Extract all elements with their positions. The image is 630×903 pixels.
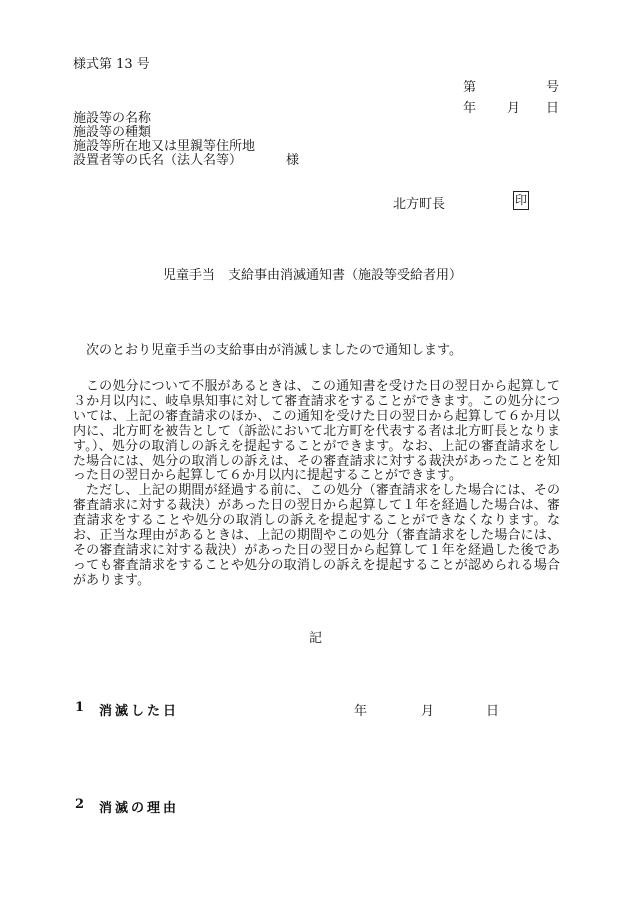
item-1-label: 消滅した日 <box>99 704 180 719</box>
issue-date-month: 月 <box>507 101 521 116</box>
appeal-notice <box>73 380 560 589</box>
lead-sentence: 次のとおり児童手当の支給事由が消滅しましたので通知します。 <box>86 343 462 358</box>
seal-mark: 印 <box>513 191 529 210</box>
issue-date-day: 日 <box>546 101 560 116</box>
addressee-block <box>73 112 299 168</box>
item-2-label: 消滅の理由 <box>99 801 180 816</box>
document-title: 児童手当 支給事由消滅通知書（施設等受給者用） <box>163 268 463 283</box>
item-1-day: 日 <box>486 704 500 719</box>
sender-name: 北方町長 <box>393 197 446 212</box>
item-1-number: 1 <box>75 700 85 715</box>
facility-address-label: 施設等所在地又は里親等住所地 <box>73 139 256 154</box>
operator-name-row <box>73 154 299 168</box>
appeal-notice-paragraph-1: この処分について不服があるときは、この通知書を受けた日の翌日から起算して３か月以内に、岐阜県知事に対して審査請求をすることができます。この処分については、上記の審査請求のほか、この通知を受けた日の翌日から起算して６か月以内に、北方町を被告として（訴訟において北方町を代表する者は北方町長となります。）、処分の取消しの訴えを提起することができます。なお、上記の審査請求をした場合には、処分の取消しの訴えは、その審査請求に対する裁決があったことを知った日の翌日から起算して６か月以内に提起することができます。 <box>73 379 560 484</box>
facility-type-label: 施設等の種類 <box>73 125 152 140</box>
document-number-suffix: 号 <box>546 80 560 95</box>
item-2-number: 2 <box>75 797 85 812</box>
item-1-month: 月 <box>421 704 435 719</box>
honorific: 様 <box>286 153 300 168</box>
document-number-label: 第 <box>463 80 477 95</box>
issue-date-year: 年 <box>463 101 477 116</box>
facility-name-label: 施設等の名称 <box>73 111 152 126</box>
item-1-year: 年 <box>354 704 368 719</box>
operator-name-label: 設置者等の氏名（法人名等） <box>73 153 243 168</box>
form-number: 様式第 13 号 <box>73 57 150 72</box>
ki-heading: 記 <box>309 631 323 646</box>
appeal-notice-paragraph-2: ただし、上記の期間が経過する前に、この処分（審査請求をした場合には、その審査請求に対する裁決）があった日の翌日から起算して１年を経過した場合は、審査請求をすることや処分の取消しの訴えを提起することができなくなります。なお、正当な理由があるときは、上記の期間やこの処分（審査請求をした場合には、その審査請求に対する裁決）があった日の翌日から起算して１年を経過した後であっても審査請求をすることや処分の取消しの訴えを提起することが認められる場合があります。 <box>73 483 560 588</box>
